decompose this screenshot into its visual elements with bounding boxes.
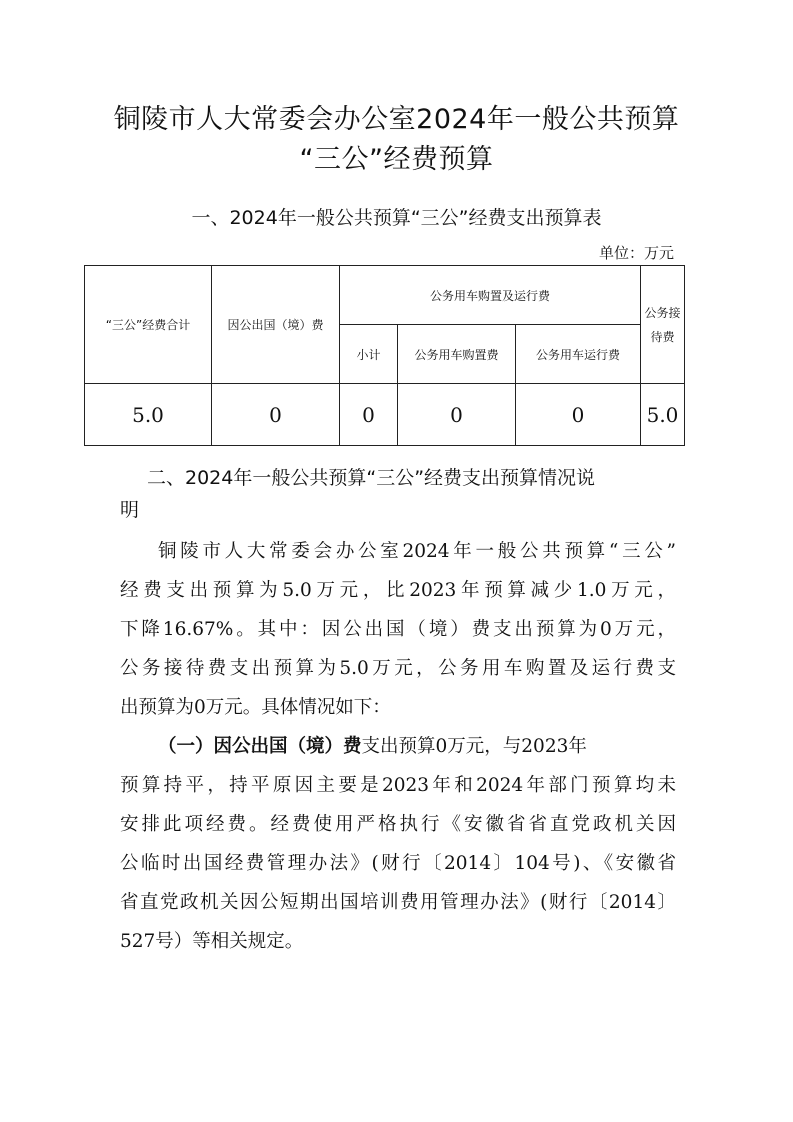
para2-line: 527号）等相关规定。 xyxy=(120,931,304,952)
document-title-line1: 铜陵市人大常委会办公室2024年一般公共预算 xyxy=(113,104,680,135)
para1-line: 铜陵市人大常委会办公室2024年一般公共预算“三公” xyxy=(158,541,676,562)
value-vehicle-operation: 0 xyxy=(516,384,641,446)
header-abroad: 因公出国（境）费 xyxy=(212,266,340,384)
value-reception: 5.0 xyxy=(641,384,685,446)
header-vehicle-purchase: 公务用车购置费 xyxy=(398,325,516,384)
section2-heading-cont: 明 xyxy=(120,499,140,521)
value-total: 5.0 xyxy=(85,384,212,446)
para2-line: 预算持平，持平原因主要是2023年和2024年部门预算均未 xyxy=(120,775,676,796)
subsection-heading: （一）因公出国（境）费 xyxy=(158,736,362,757)
value-subtotal: 0 xyxy=(340,384,398,446)
document-title-line2: “三公”经费预算 xyxy=(299,144,494,175)
header-reception: 公务接待费 xyxy=(641,266,685,384)
section1-heading: 一、2024年一般公共预算“三公”经费支出预算表 xyxy=(191,207,602,229)
header-subtotal: 小计 xyxy=(340,325,398,384)
para2-first-line xyxy=(158,733,676,761)
budget-table xyxy=(84,265,685,446)
para2-text: 支出预算0万元，与2023年 xyxy=(361,736,587,757)
para1-line: 公务接待费支出预算为5.0万元，公务用车购置及运行费支 xyxy=(120,658,676,679)
section2-heading: 二、2024年一般公共预算“三公”经费支出预算情况说 xyxy=(147,467,596,489)
header-total: “三公”经费合计 xyxy=(85,266,212,384)
para2-line: 公临时出国经费管理办法》(财行〔2014〕104号)、《安徽省 xyxy=(120,853,676,874)
unit-label: 单位：万元 xyxy=(598,244,674,262)
header-vehicle-group: 公务用车购置及运行费 xyxy=(340,266,641,325)
para2-line: 安排此项经费。经费使用严格执行《安徽省省直党政机关因 xyxy=(120,814,676,835)
header-vehicle-operation: 公务用车运行费 xyxy=(516,325,641,384)
para2-line: 省直党政机关因公短期出国培训费用管理办法》(财行〔2014〕 xyxy=(120,892,676,913)
para1-line: 下降16.67%。其中：因公出国（境）费支出预算为0万元， xyxy=(120,619,676,640)
value-vehicle-purchase: 0 xyxy=(398,384,516,446)
para1-line: 经费支出预算为5.0万元，比2023年预算减少1.0万元， xyxy=(120,580,676,601)
para1-line: 出预算为0万元。具体情况如下： xyxy=(120,697,391,718)
value-abroad: 0 xyxy=(212,384,340,446)
